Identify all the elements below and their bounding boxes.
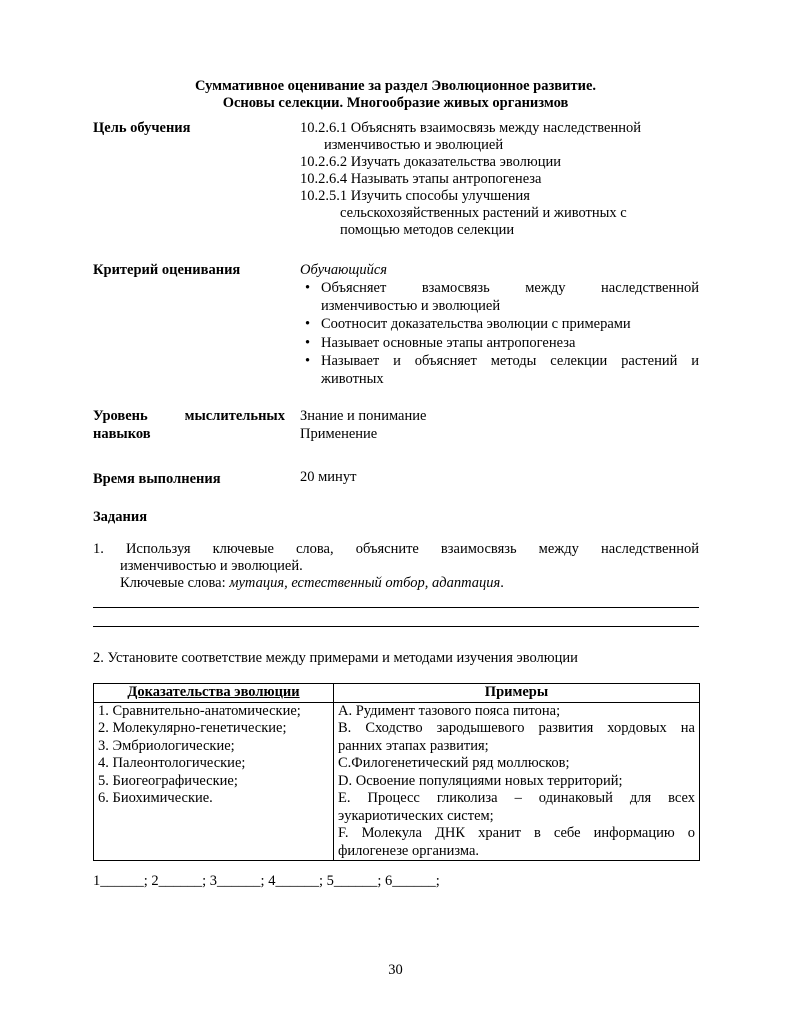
criteria-intro: Обучающийся bbox=[300, 262, 388, 278]
title-line-1: Суммативное оценивание за раздел Эволюционное развитие. bbox=[194, 78, 597, 94]
evidence-item: 2. Молекулярно-генетические; bbox=[98, 720, 287, 736]
tasks-heading: Задания bbox=[93, 509, 148, 525]
examples-list: А. Рудимент тазового пояса питона; В. Сходство зародышевого развития хордовых на ранних этапах развития; С.Филогенетический ряд моллюсков; D. Освоение популяциями новых территорий; Е. Процесс гликолиза – одинаковый для всех эукариотических систем; F. Молекула ДНК хранит в себе информацию о филогенезе организма. bbox=[334, 702, 700, 861]
goal-item: 10.2.6.2 Изучать доказательства эволюции bbox=[300, 154, 561, 170]
evidence-item: 5. Биогеографические; bbox=[98, 772, 238, 789]
task1-text: 1. Используя ключевые слова, объясните взаимосвязь между наследственной bbox=[93, 541, 699, 557]
title-line-2: Основы селекции. Многообразие живых организмов bbox=[222, 95, 569, 111]
table-header-examples: Примеры bbox=[334, 684, 700, 703]
table-header-evidence: Доказательства эволюции bbox=[94, 684, 334, 703]
skills-value: Знание и понимание bbox=[300, 408, 427, 424]
example-item: D. Освоение популяциями новых территорий; bbox=[338, 772, 623, 789]
example-item: Е. Процесс гликолиза – одинаковый для всех bbox=[338, 790, 695, 806]
evidence-item: 4. Палеонтологические; bbox=[98, 755, 246, 771]
table-header-row bbox=[94, 684, 700, 703]
criteria-list bbox=[300, 280, 699, 388]
skills-label: Уровень мыслительных bbox=[93, 408, 285, 424]
task1-text-cont: изменчивостью и эволюцией. bbox=[120, 558, 303, 574]
skills-value: Применение bbox=[300, 426, 378, 442]
goal-item: изменчивостью и эволюцией bbox=[324, 137, 504, 153]
evidence-item: 1. Сравнительно-анатомические; bbox=[98, 702, 301, 719]
task2-text: 2. Установите соответствие между примерами и методами изучения эволюции bbox=[93, 650, 578, 666]
time-label: Время выполнения bbox=[93, 471, 221, 487]
example-item: А. Рудимент тазового пояса питона; bbox=[338, 702, 561, 719]
keywords-list: мутация, естественный отбор, адаптация bbox=[229, 575, 501, 591]
example-item: В. Сходство зародышевого развития хордовых на bbox=[338, 720, 695, 736]
answer-line[interactable] bbox=[93, 607, 699, 608]
goal-item: 10.2.6.1 Объяснять взаимосвязь между наследственной bbox=[300, 120, 641, 136]
time-value: 20 минут bbox=[300, 469, 357, 485]
goal-label: Цель обучения bbox=[93, 120, 191, 136]
table-row bbox=[94, 702, 700, 861]
evidence-item: 6. Биохимические. bbox=[98, 790, 213, 806]
criteria-bullet: • Называет и объясняет методы селекции растений и животных bbox=[300, 353, 699, 388]
goal-item: 10.2.5.1 Изучить способы улучшения bbox=[300, 188, 530, 204]
criteria-bullet: • Называет основные этапы антропогенеза bbox=[300, 335, 699, 353]
page-number: 30 bbox=[388, 962, 403, 978]
criteria-bullet: • Объясняет взамосвязь между наследственной изменчивостью и эволюцией bbox=[300, 280, 699, 315]
criteria-label: Критерий оценивания bbox=[93, 262, 241, 278]
evidence-list bbox=[94, 702, 334, 861]
answer-blanks[interactable]: 1______; 2______; 3______; 4______; 5______; 6______; bbox=[93, 873, 440, 889]
answer-line[interactable] bbox=[93, 626, 699, 627]
criteria-bullet: • Соотносит доказательства эволюции с примерами bbox=[300, 316, 699, 334]
goal-item: 10.2.6.4 Называть этапы антропогенеза bbox=[300, 171, 542, 187]
skills-label-cont: навыков bbox=[93, 426, 151, 442]
example-item: С.Филогенетический ряд моллюсков; bbox=[338, 755, 570, 771]
goal-item: помощью методов селекции bbox=[340, 222, 515, 238]
evidence-item: 3. Эмбриологические; bbox=[98, 737, 235, 754]
task1-keywords: Ключевые слова: мутация, естественный отбор, адаптация. bbox=[120, 575, 504, 591]
keywords-label: Ключевые слова: bbox=[120, 575, 230, 591]
matching-table bbox=[93, 683, 700, 861]
example-item: F. Молекула ДНК хранит в себе информацию о bbox=[338, 825, 695, 841]
goal-item: сельскохозяйственных растений и животных с bbox=[340, 205, 627, 221]
